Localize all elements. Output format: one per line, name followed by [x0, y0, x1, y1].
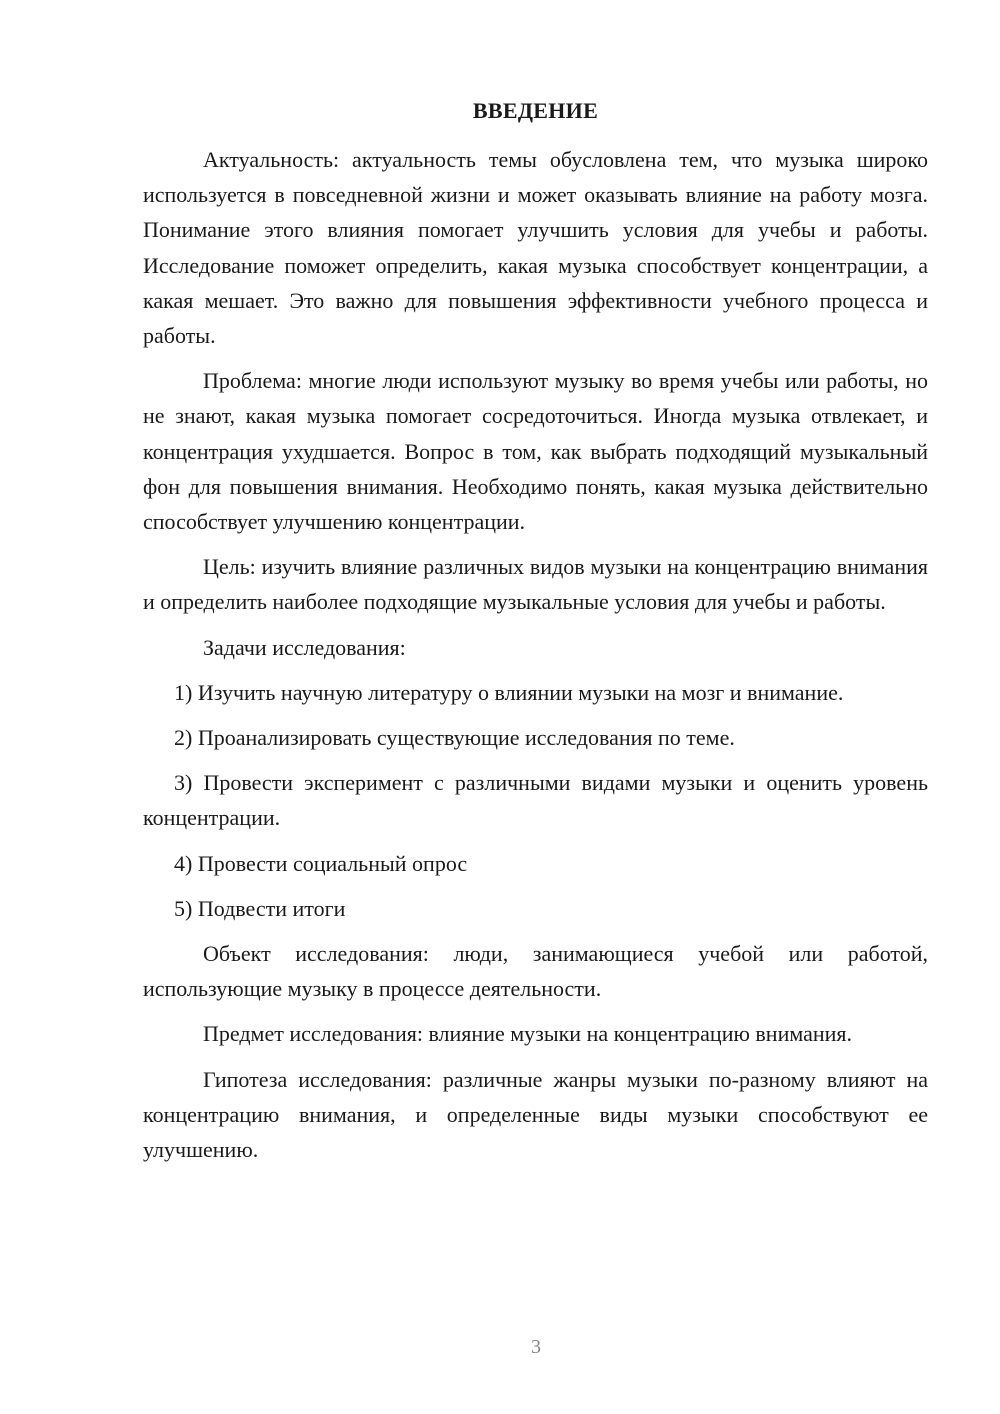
paragraph-relevance: Актуальность: актуальность темы обусловлена тем, что музыка широко используется в повседневной жизни и может оказывать влияние на работу мозга. Понимание этого влияния помогает улучшить условия для учебы и работы. Исследование поможет определить, какая музыка способствует концентрации, а какая мешает. Это важно для повышения эффективности учебного процесса и работы.	[143, 147, 928, 349]
paragraph-goal: Цель: изучить влияние различных видов музыки на концентрацию внимания и определить наиболее подходящие музыкальные условия для учебы и работы.	[143, 554, 928, 615]
tasks-heading: Задачи исследования:	[203, 634, 406, 660]
task-item: 1) Изучить научную литературу о влиянии музыки на мозг и внимание.	[174, 679, 844, 705]
task-item: 5) Подвести итоги	[174, 895, 346, 921]
task-item: 3) Провести эксперимент с различными видами музыки и оценить уровень концентрации.	[143, 770, 928, 831]
paragraph-hypothesis: Гипотеза исследования: различные жанры музыки по-разному влияют на концентрацию внимания, и определенные виды музыки способствуют ее улучшению.	[143, 1066, 928, 1163]
task-item: 2) Проанализировать существующие исследования по теме.	[174, 725, 735, 751]
page-number: 3	[531, 1336, 541, 1358]
paragraph-problem: Проблема: многие люди используют музыку во время учебы или работы, но не знают, какая музыка помогает сосредоточиться. Иногда музыка отвлекает, и концентрация ухудшается. Вопрос в том, как выбрать подходящий музыкальный фон для повышения внимания. Необходимо понять, какая музыка действительно способствует улучшению концентрации.	[143, 368, 928, 535]
paragraph-object: Объект исследования: люди, занимающиеся учебой или работой, использующие музыку в процессе деятельности.	[143, 941, 928, 1002]
paragraph-subject: Предмет исследования: влияние музыки на концентрацию внимания.	[203, 1021, 853, 1047]
task-item: 4) Провести социальный опрос	[174, 850, 468, 876]
page-title: ВВЕДЕНИЕ	[472, 98, 599, 123]
document-body	[143, 142, 928, 1177]
